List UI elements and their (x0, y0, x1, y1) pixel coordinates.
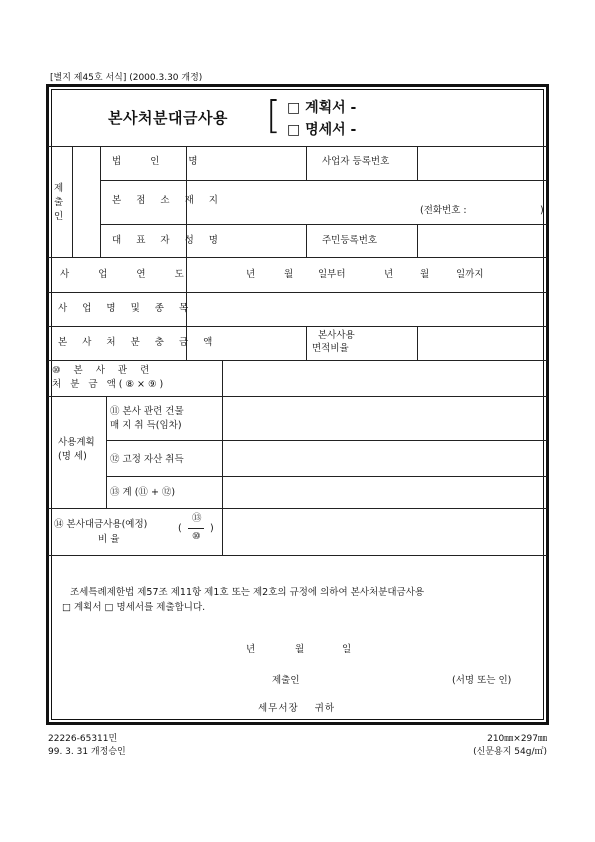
rule-title-bottom (48, 146, 547, 147)
rule-row12-bottom (106, 476, 547, 477)
vline-resident-value (417, 224, 418, 257)
footer-approval-date: 99. 3. 31 개정승인 (48, 747, 126, 757)
rule-disposal-bottom (48, 360, 547, 361)
vline-area-value (417, 326, 418, 360)
row14-fraction-top: ⑬ (192, 513, 202, 524)
rule-usage-bottom (48, 508, 547, 509)
corp-name-label: 법 인 명 (112, 156, 211, 167)
vline-biz-value (417, 146, 418, 180)
vline-resident-label (306, 224, 307, 257)
rule-row10-bottom (48, 396, 547, 397)
declaration-line-1: 조세특례제한법 제57조 제11항 제1호 또는 제2호의 규정에 의하여 본사처분대금사용 (70, 587, 425, 598)
date-month: 월 (295, 644, 305, 655)
fiscal-year-label: 사 업 연 도 (60, 269, 197, 280)
usage-plan-label-1: 사용계획 (58, 437, 95, 448)
recipient-label: 세무서장 귀하 (258, 703, 336, 714)
hq-disposal-amount-label: 본 사 처 분 충 금 액 (58, 337, 219, 348)
fiscal-year-month1: 월 (284, 269, 294, 280)
row14-label-2: 비 율 (98, 534, 120, 545)
row10-label-2: 처 분 금 액(⑧×⑨) (52, 379, 167, 390)
vline-usage-group (106, 396, 107, 508)
option-plan-checkbox[interactable]: □ 계획서 - (287, 100, 357, 116)
vline-inner-group (100, 146, 101, 257)
form-title: 본사처분대금사용 (108, 109, 228, 127)
rep-name-label: 대 표 자 성 명 (112, 235, 224, 246)
resident-no-label: 주민등록번호 (322, 235, 378, 246)
vline-group (72, 146, 73, 257)
vline-biz-label (306, 146, 307, 180)
form-inner-border (51, 89, 544, 720)
row14-label: ⑭ 본사대금사용(예정) (54, 519, 148, 530)
rule-row14-bottom (48, 555, 547, 556)
hq-use-area-label-1: 본사사용 (318, 330, 355, 341)
row10-label-1: ⑩ 본 사 관 련 (52, 365, 155, 376)
sign-note: (서명 또는 인) (452, 675, 512, 686)
hq-use-area-label-2: 면적비율 (312, 343, 349, 354)
item11-label-2: 매 지 취 득(임차) (110, 420, 182, 431)
item13-label: ⑬ 계 (⑪ + ⑫) (110, 487, 176, 498)
fiscal-year-to: 일까지 (456, 269, 484, 280)
fiscal-year-from: 일부터 (318, 269, 346, 280)
date-day: 일 (342, 644, 352, 655)
submitter-group-label-3: 인 (54, 211, 64, 222)
title-bracket: [ (266, 93, 281, 137)
rule-fiscal-bottom (48, 292, 547, 293)
declaration-line-2: □ 계획서 □ 명세서를 제출합니다. (62, 602, 206, 613)
submitter-group-label-1: 제 (54, 183, 64, 194)
item11-label-1: ⑪ 본사 관련 건물 (110, 406, 184, 417)
footer-paper-size: 210㎜×297㎜ (487, 734, 547, 744)
option-statement-checkbox[interactable]: □ 명세서 - (287, 122, 357, 138)
row14-fraction-bar (188, 528, 204, 529)
row14-paren-open: ( (178, 523, 182, 534)
rule-row11-bottom (106, 440, 547, 441)
row14-paren-close: ) (210, 523, 214, 534)
rule-submitter-bottom (48, 257, 547, 258)
vline-label-col (186, 146, 187, 360)
fiscal-year-year1: 년 (246, 269, 256, 280)
row14-fraction-bottom: ⑩ (192, 531, 201, 542)
rule-row1 (100, 180, 547, 181)
rule-row2 (100, 224, 547, 225)
vline-lower-value (222, 360, 223, 555)
item12-label: ⑫ 고정 자산 취득 (110, 454, 184, 465)
fiscal-year-year2: 년 (384, 269, 394, 280)
form-header-note: [별지 제45호 서식] (2000.3.30 개정) (50, 73, 203, 83)
hq-address-label: 본 점 소 재 지 (112, 195, 224, 206)
fiscal-year-month2: 월 (420, 269, 430, 280)
date-year: 년 (246, 644, 256, 655)
biz-no-label: 사업자 등록번호 (322, 156, 390, 167)
usage-plan-label-2: (명 세) (58, 451, 87, 462)
footer-paper-type: (신문용지 54g/㎡) (473, 747, 547, 757)
submitter-sign-label: 제출인 (272, 675, 300, 686)
business-type-label: 사 업 명 및 종 목 (58, 303, 195, 314)
submitter-group-label-2: 출 (54, 197, 64, 208)
phone-label: (전화번호 : (420, 205, 467, 216)
vline-area-label (306, 326, 307, 360)
phone-close-paren: ) (540, 205, 544, 216)
rule-business-bottom (48, 326, 547, 327)
footer-form-number: 22226-65311민 (48, 734, 118, 744)
